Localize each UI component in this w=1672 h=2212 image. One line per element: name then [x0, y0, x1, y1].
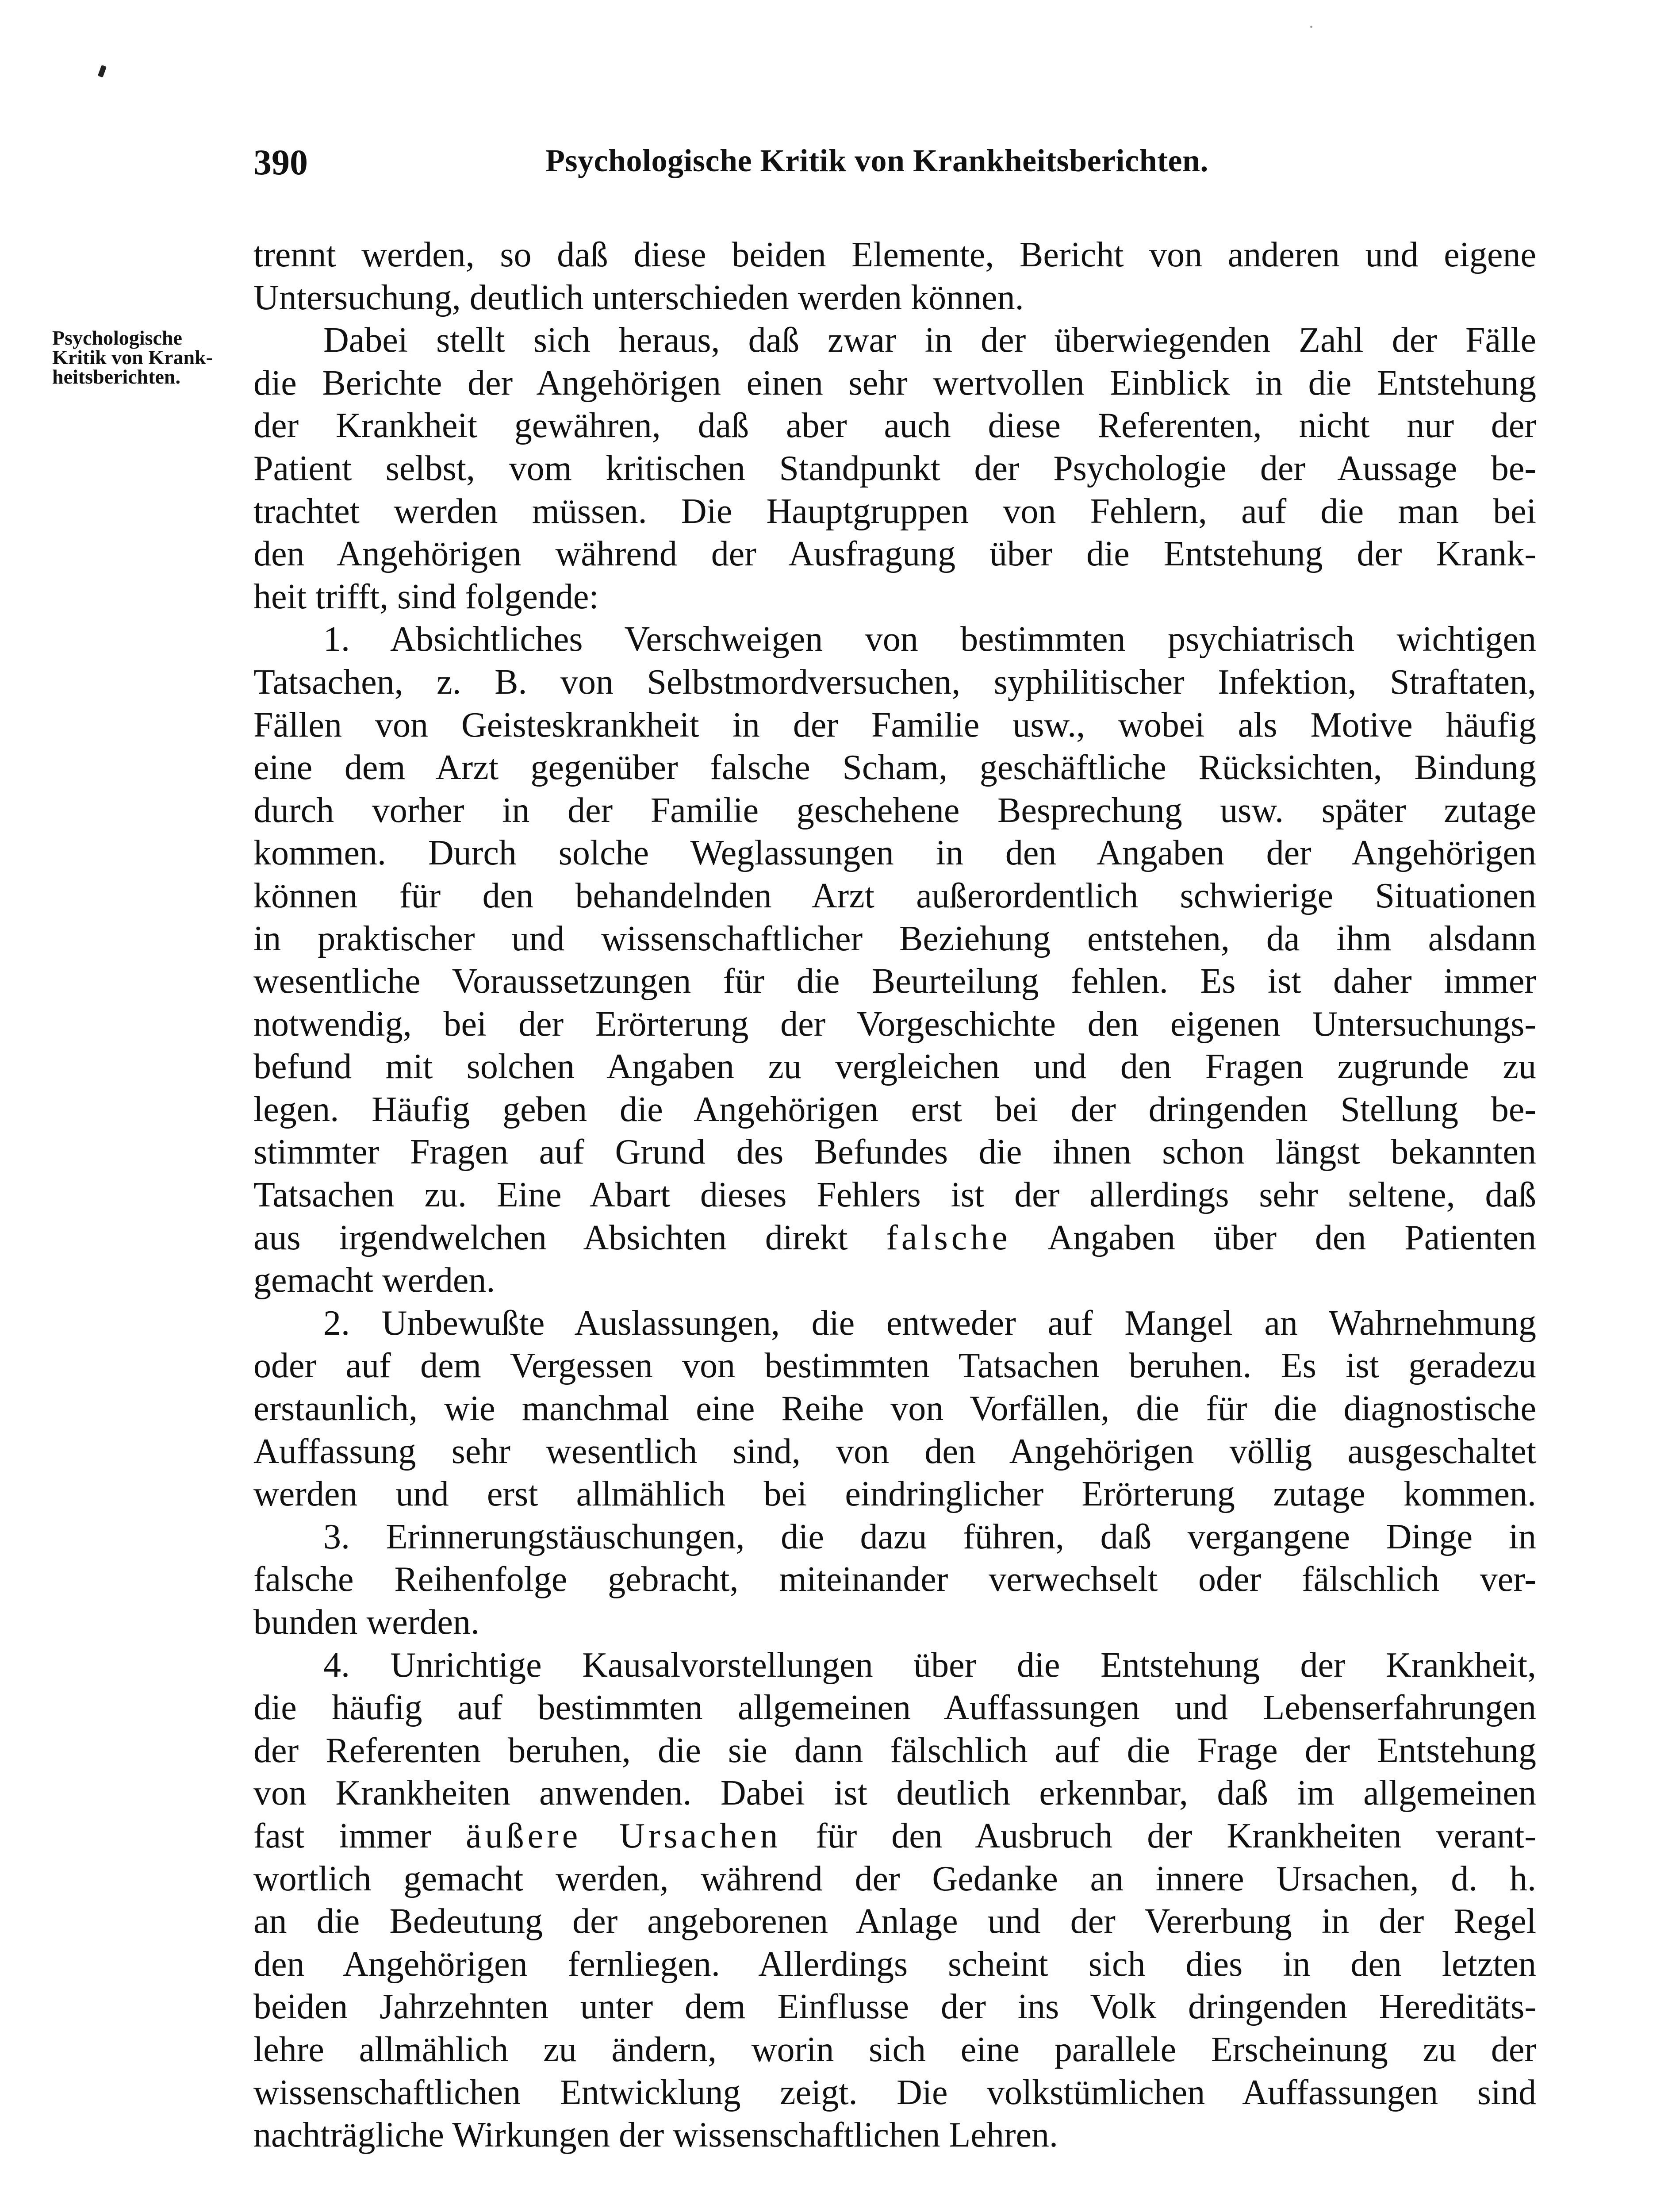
dust-speck — [1310, 26, 1312, 28]
text-line: von Krankheiten anwenden. Dabei ist deutlich erkennbar, daß im allgemeinen — [253, 1774, 1536, 1813]
text-line: an die Bedeutung der angeborenen Anlage und der Vererbung in der Regel — [253, 1902, 1536, 1941]
text-run: fast immer — [253, 1816, 432, 1855]
text-line: Tatsachen zu. Eine Abart dieses Fehlers ist der allerdings sehr seltene, daß — [253, 1175, 1536, 1215]
page-number: 390 — [253, 142, 308, 182]
margin-note-line: Psychologische — [52, 326, 182, 349]
margin-note-line: Kritik von Krank- — [52, 346, 213, 369]
text-line: durch vorher in der Familie geschehene Besprechung usw. später zutage — [253, 791, 1536, 830]
text-line: Auffassung sehr wesentlich sind, von den Angehörigen völlig ausgeschaltet — [253, 1432, 1536, 1471]
text-line: Fällen von Geisteskrankheit in der Familie usw., wobei als Motive häufig — [253, 705, 1536, 745]
text-line: falsche Reihenfolge gebracht, miteinander verwechselt oder fälschlich ver- — [253, 1560, 1536, 1599]
text-line: wortlich gemacht werden, während der Gedanke an innere Ursachen, d. h. — [253, 1859, 1536, 1898]
text-line: werden und erst allmählich bei eindringlicher Erörterung zutage kommen. — [253, 1475, 1536, 1514]
spaced-emphasis: äußere Ursachen — [466, 1816, 782, 1855]
text-line — [253, 1815, 1536, 1858]
text-line: legen. Häufig geben die Angehörigen erst bei der dringenden Stellung be- — [253, 1090, 1536, 1129]
page-header — [253, 142, 1536, 190]
body-text — [253, 234, 1536, 2157]
text-line: 4. Unrichtige Kausalvorstellungen über die Entstehung der Krankheit, — [323, 1645, 1536, 1685]
text-line: notwendig, bei der Erörterung der Vorgeschichte den eigenen Untersuchungs- — [253, 1004, 1536, 1044]
text-line: oder auf dem Vergessen von bestimmten Tatsachen beruhen. Es ist geradezu — [253, 1346, 1536, 1386]
text-run: für den Ausbruch der Krankheiten verant- — [816, 1816, 1537, 1855]
text-line: in praktischer und wissenschaftlicher Beziehung entstehen, da ihm alsdann — [253, 919, 1536, 958]
text-line: 2. Unbewußte Auslassungen, die entweder auf Mangel an Wahrnehmung — [323, 1303, 1536, 1343]
text-line: Untersuchung, deutlich unterschieden werden können. — [253, 278, 1024, 317]
text-run: Angaben über den Patienten — [1047, 1218, 1537, 1257]
ink-mark — [98, 65, 107, 78]
text-line: den Angehörigen fernliegen. Allerdings scheint sich dies in den letzten — [253, 1944, 1536, 1984]
text-line: der Krankheit gewähren, daß aber auch diese Referenten, nicht nur der — [253, 406, 1536, 445]
text-line: eine dem Arzt gegenüber falsche Scham, geschäftliche Rücksichten, Bindung — [253, 748, 1536, 787]
margin-note-line: heitsberichten. — [52, 365, 181, 388]
margin-note — [52, 328, 242, 387]
spaced-emphasis: falsche — [886, 1218, 1011, 1257]
text-line: wesentliche Voraussetzungen für die Beurteilung fehlen. Es ist daher immer — [253, 962, 1536, 1001]
text-line: den Angehörigen während der Ausfragung über die Entstehung der Krank- — [253, 534, 1536, 574]
text-line: die häufig auf bestimmten allgemeinen Auffassungen und Lebenserfahrungen — [253, 1688, 1536, 1728]
text-line: trennt werden, so daß diese beiden Elemente, Bericht von anderen und eigene — [253, 235, 1536, 274]
text-line: kommen. Durch solche Weglassungen in den Angaben der Angehörigen — [253, 833, 1536, 873]
text-line: wissenschaftlichen Entwicklung zeigt. Die volkstümlichen Auffassungen sind — [253, 2073, 1536, 2112]
text-line: erstaunlich, wie manchmal eine Reihe von Vorfällen, die für die diagnostische — [253, 1389, 1536, 1429]
text-line: lehre allmählich zu ändern, worin sich eine parallele Erscheinung zu der — [253, 2030, 1536, 2069]
text-line: die Berichte der Angehörigen einen sehr wertvollen Einblick in die Entstehung — [253, 363, 1536, 403]
text-line: beiden Jahrzehnten unter dem Einflusse der ins Volk dringenden Hereditäts- — [253, 1987, 1536, 2027]
text-run: aus irgendwelchen Absichten direkt — [253, 1218, 848, 1257]
text-line: gemacht werden. — [253, 1261, 495, 1300]
text-line: können für den behandelnden Arzt außerordentlich schwierige Situationen — [253, 876, 1536, 915]
text-line: 1. Absichtliches Verschweigen von bestimmten psychiatrisch wichtigen — [323, 620, 1536, 659]
text-line: nachträgliche Wirkungen der wissenschaftlichen Lehren. — [253, 2116, 1058, 2155]
running-head: Psychologische Kritik von Krankheitsberichten. — [545, 143, 1208, 178]
text-line: Tatsachen, z. B. von Selbstmordversuchen, syphilitischer Infektion, Straftaten, — [253, 662, 1536, 702]
text-line — [253, 1217, 1536, 1260]
text-line: bunden werden. — [253, 1603, 479, 1642]
text-line: befund mit solchen Angaben zu vergleichen und den Fragen zugrunde zu — [253, 1047, 1536, 1087]
text-line: heit trifft, sind folgende: — [253, 577, 599, 616]
text-line: Patient selbst, vom kritischen Standpunkt der Psychologie der Aussage be- — [253, 449, 1536, 488]
text-line: stimmter Fragen auf Grund des Befundes die ihnen schon längst bekannten — [253, 1133, 1536, 1172]
text-line: Dabei stellt sich heraus, daß zwar in der überwiegenden Zahl der Fälle — [323, 321, 1536, 360]
text-line: trachtet werden müssen. Die Hauptgruppen von Fehlern, auf die man bei — [253, 492, 1536, 531]
text-line: der Referenten beruhen, die sie dann fälschlich auf die Frage der Entstehung — [253, 1731, 1536, 1770]
text-line: 3. Erinnerungstäuschungen, die dazu führen, daß vergangene Dinge in — [323, 1517, 1536, 1556]
